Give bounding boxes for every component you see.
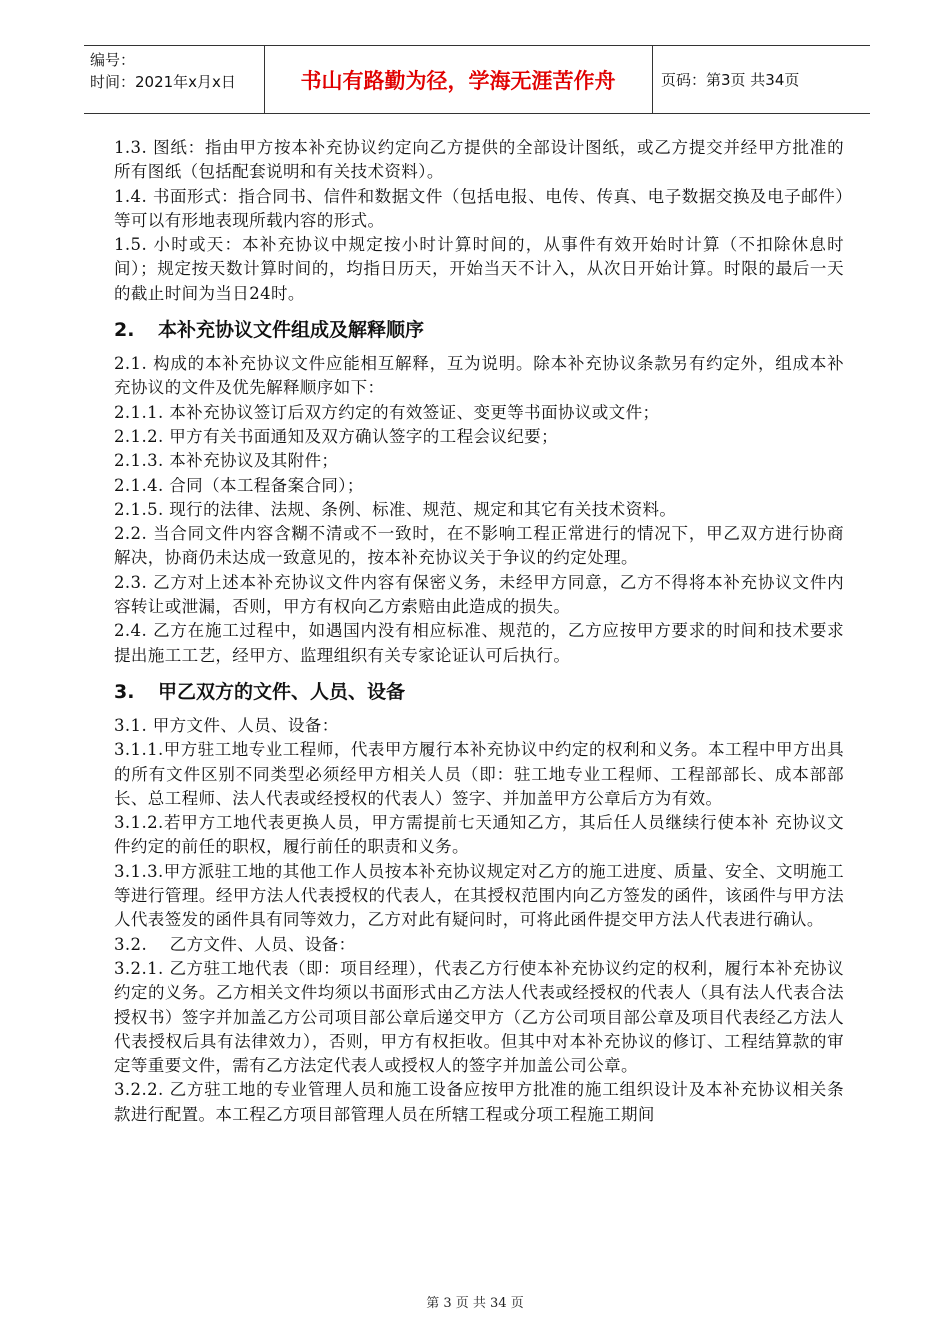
clause-3-2: 3.2. 乙方文件、人员、设备： bbox=[114, 934, 356, 954]
clause-1-3: 1.3. 图纸：指由甲方按本补充协议约定向乙方提供的全部设计图纸，或乙方提交并经甲方批准的所有图纸（包括配套说明和有关技术资料）。 bbox=[114, 138, 844, 182]
clause-2-1-4: 2.1.4. 合同（本工程备案合同）； bbox=[114, 475, 364, 495]
clause-3-1-1: 3.1.1.甲方驻工地专业工程师，代表甲方履行本补充协议中约定的权利和义务。本工程中甲方出具的所有文件区别不同类型必须经甲方相关人员（即：驻工地专业工程师、工程部部长、成本部部长、总工程师、法人代表或经授权的代表人）签字、并加盖甲方公章后方为有效。 bbox=[114, 740, 844, 808]
clause-2-4: 2.4. 乙方在施工过程中，如遇国内没有相应标准、规范的，乙方应按甲方要求的时间和技术要求提出施工工艺，经甲方、监理组织有关专家论证认可后执行。 bbox=[114, 621, 844, 665]
serial-label: 编号： bbox=[90, 51, 136, 69]
header-motto: 书山有路勤为径，学海无涯苦作舟 bbox=[300, 69, 616, 93]
header-bottom-rule bbox=[84, 113, 870, 114]
clause-3-1-3: 3.1.3.甲方派驻工地的其他工作人员按本补充协议规定对乙方的施工进度、质量、安全、文明施工等进行管理。经甲方法人代表授权的代表人，在其授权范围内向乙方签发的函件，该函件与甲方法人代表签发的函件具有同等效力，乙方对此有疑问时，可将此函件提交甲方法人代表进行确认。 bbox=[114, 861, 844, 930]
clause-2-1-2: 2.1.2. 甲方有关书面通知及双方确认签字的工程会议纪要； bbox=[114, 426, 558, 446]
section-number: 3. bbox=[114, 680, 135, 703]
section-title: 甲乙双方的文件、人员、设备 bbox=[158, 680, 406, 703]
document-body bbox=[114, 136, 844, 1127]
clause-2-2: 2.2. 当合同文件内容含糊不清或不一致时，在不影响工程正常进行的情况下，甲乙双方进行协商解决，协商仍未达成一致意见的，按本补充协议关于争议的约定处理。 bbox=[114, 524, 844, 568]
section-title: 本补充协议文件组成及解释顺序 bbox=[158, 319, 425, 342]
clause-3-1: 3.1. 甲方文件、人员、设备： bbox=[114, 715, 339, 735]
page-footer: 第 3 页 共 34 页 bbox=[426, 1296, 524, 1311]
clause-1-5: 1.5. 小时或天：本补充协议中规定按小时计算时间的，从事件有效开始时计算（不扣除休息时间）；规定按天数计算时间的，均指日历天，开始当天不计入，从次日开始计算。时限的最后一天的截止时间为当日24时。 bbox=[114, 235, 844, 303]
clause-1-4: 1.4. 书面形式：指合同书、信件和数据文件（包括电报、电传、传真、电子数据交换及电子邮件）等可以有形地表现所载内容的形式。 bbox=[114, 186, 844, 230]
header-page-label: 页码：第3页 共34页 bbox=[661, 71, 800, 89]
clause-3-1-2: 3.1.2.若甲方工地代表更换人员，甲方需提前七天通知乙方，其后任人员继续行使本补 充协议文件约定的前任的职权，履行前任的职责和义务。 bbox=[114, 813, 844, 857]
clause-3-2-2: 3.2.2. 乙方驻工地的专业管理人员和施工设备应按甲方批准的施工组织设计及本补充协议相关条款进行配置。本工程乙方项目部管理人员在所辖工程或分项工程施工期间 bbox=[114, 1080, 844, 1124]
page-header bbox=[84, 45, 870, 113]
clause-2-1: 2.1. 构成的本补充协议文件应能相互解释，互为说明。除本补充协议条款另有约定外，组成本补充协议的文件及优先解释顺序如下： bbox=[114, 354, 844, 398]
clause-2-1-5: 2.1.5. 现行的法律、法规、条例、标准、规范、规定和其它有关技术资料。 bbox=[114, 499, 677, 519]
header-top-rule bbox=[84, 45, 870, 46]
clause-2-1-3: 2.1.3. 本补充协议及其附件； bbox=[114, 451, 339, 471]
section-heading-2 bbox=[114, 318, 844, 342]
time-label: 时间：2021年x月x日 bbox=[90, 73, 236, 91]
clause-2-1-1: 2.1.1. 本补充协议签订后双方约定的有效签证、变更等书面协议或文件； bbox=[114, 402, 660, 422]
header-meta bbox=[90, 49, 236, 93]
section-number: 2. bbox=[114, 319, 135, 342]
section-heading-3 bbox=[114, 680, 844, 704]
clause-2-3: 2.3. 乙方对上述本补充协议文件内容有保密义务，未经甲方同意，乙方不得将本补充协议文件内容转让或泄漏，否则，甲方有权向乙方索赔由此造成的损失。 bbox=[114, 572, 844, 617]
header-divider bbox=[652, 45, 653, 113]
clause-3-2-1: 3.2.1. 乙方驻工地代表（即：项目经理），代表乙方行使本补充协议约定的权利，履行本补充协议约定的义务。乙方相关文件均须以书面形式由乙方法人代表或经授权的代表人（具有法人代表合法授权书）签字并加盖乙方公司项目部公章后递交甲方（乙方公司项目部公章及项目代表经乙方法人代表授权后具有法律效力），否则，甲方有权拒收。但其中对本补充协议的修订、工程结算款的审定等重要文件，需有乙方法定代表人或授权人的签字并加盖公司公章。 bbox=[114, 958, 844, 1076]
